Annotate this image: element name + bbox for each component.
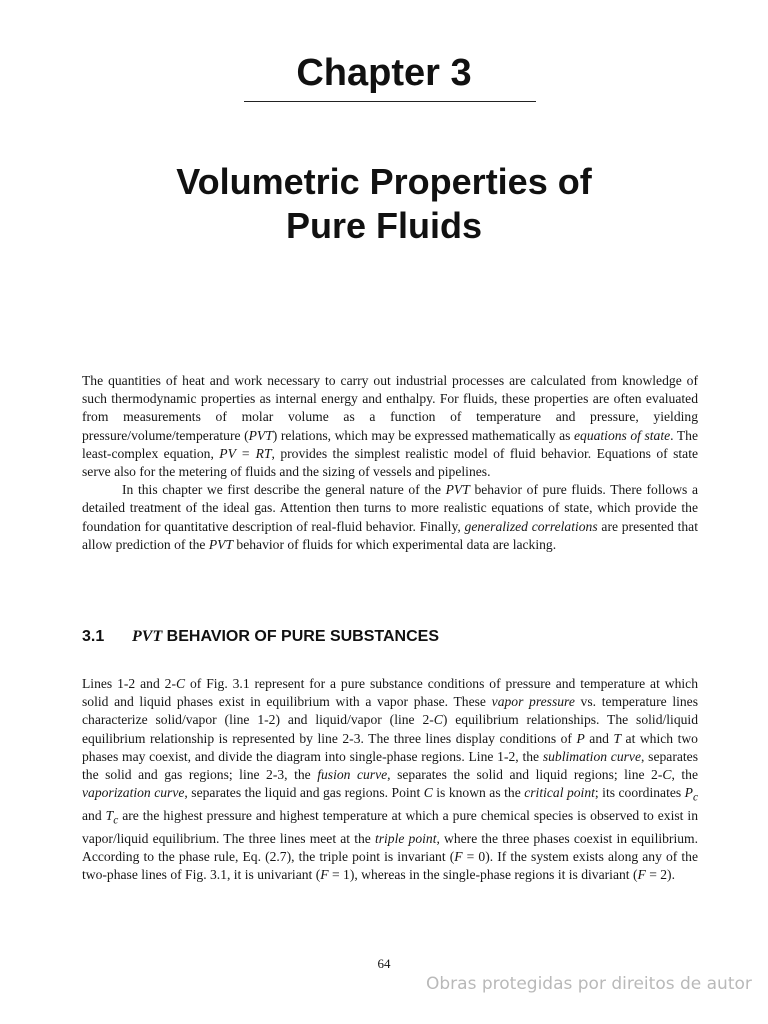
- section-title-italic: PVT: [132, 628, 163, 645]
- section-heading: [82, 628, 439, 646]
- chapter-title-line-1: Volumetric Properties of: [176, 161, 592, 202]
- intro-paragraph-1: The quantities of heat and work necessary to carry out industrial processes are calculated from knowledge of such thermodynamic properties as internal energy and enthalpy. For fluids, these properties are often evaluated from measurements of molar volume as a function of temperature and pressure, yielding pressure/volume/temperature (PVT) relations, which may be expressed mathematically as equations of state. The least-complex equation, PV = RT, provides the simplest realistic model of fluid behavior. Equations of state serve also for the metering of fluids and the sizing of vessels and pipelines.: [82, 373, 699, 480]
- chapter-rule: [244, 101, 536, 102]
- chapter-title-line-2: Pure Fluids: [285, 205, 483, 246]
- intro-text: [82, 372, 698, 554]
- section-text: [82, 675, 698, 885]
- section-title: BEHAVIOR OF PURE SUBSTANCES: [162, 628, 439, 645]
- page-number: 64: [377, 956, 391, 971]
- section-number: 3.1: [82, 628, 105, 645]
- watermark-text: Obras protegidas por direitos de autor: [426, 974, 752, 994]
- chapter-label: Chapter 3: [296, 52, 472, 94]
- section-paragraph: Lines 1-2 and 2-C of Fig. 3.1 represent for a pure substance conditions of pressure and temperature at which solid and liquid phases exist in equilibrium with a vapor phase. These vapor pressure vs. temperature lines characterize solid/vapor (line 1-2) and liquid/vapor (line 2-C) equilibrium relationships. The solid/liquid equilibrium relationship is represented by line 2-3. The three lines display conditions of P and T at which two phases may coexist, and divide the diagram into single-phase regions. Line 1-2, the sublimation curve, separates the solid and gas regions; line 2-3, the fusion curve, separates the solid and liquid regions; line 2-C, the vaporization curve, separates the liquid and gas regions. Point C is known as the critical point; its coordinates $P_c$ and $T_c$ are the highest pressure and highest temperature at which a pure chemical species is observed to exist in vapor/liquid equilibrium. The three lines meet at the triple point, where the three phases coexist in equilibrium. According to the phase rule, Eq. (2.7), the triple point is invariant (F = 0). If the system exists along any of the two-phase lines of Fig. 3.1, it is univariant (F = 1), whereas in the single-phase regions it is divariant (F = 2).: [82, 676, 699, 883]
- chapter-title: [0, 160, 768, 248]
- intro-paragraph-2: In this chapter we first describe the general nature of the PVT behavior of pure fluids. There follows a detailed treatment of the ideal gas. Attention then turns to more realistic equations of state, which provide the foundation for quantitative description of real-fluid behavior. Finally, generalized correlations are presented that allow prediction of the PVT behavior of fluids for which experimental data are lacking.: [82, 482, 698, 552]
